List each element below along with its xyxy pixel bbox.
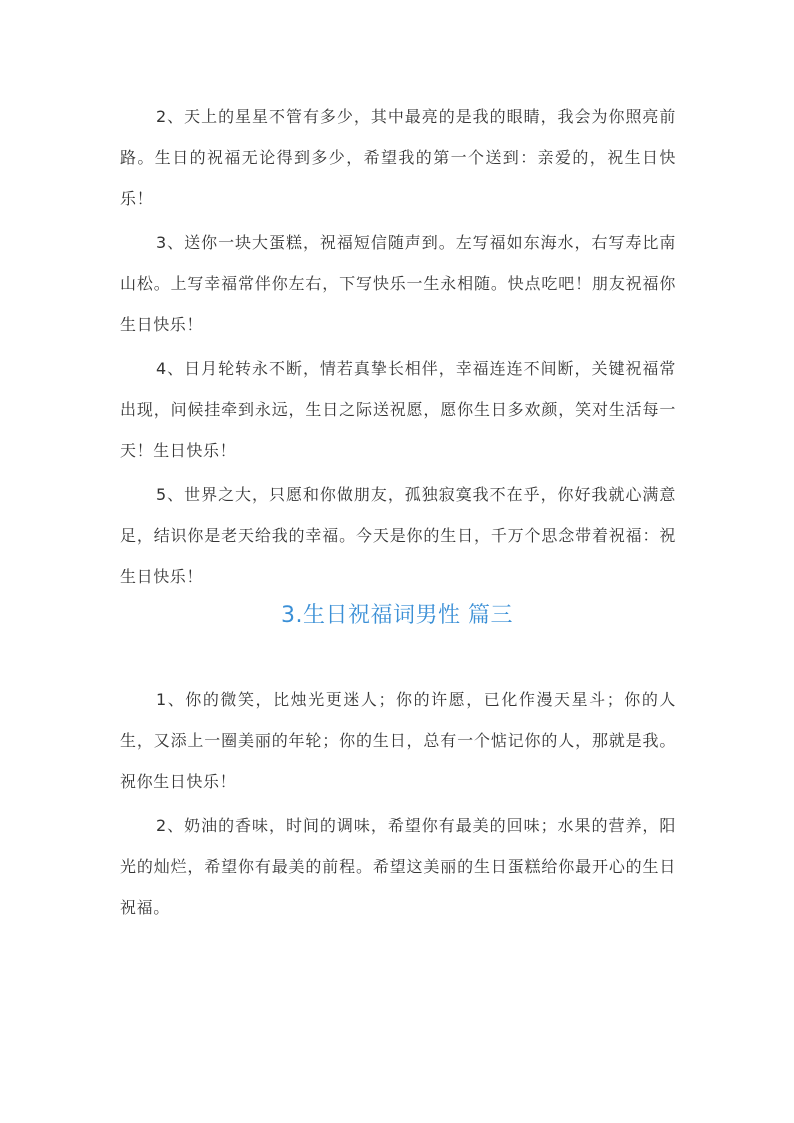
- paragraph-section3-wish-2: 2、奶油的香味，时间的调味，希望你有最美的回味；水果的营养，阳光的灿烂，希望你有最美的前程。希望这美丽的生日蛋糕给你最开心的生日祝福。: [120, 816, 676, 917]
- paragraph-section3-wish-1: 1、你的微笑，比烛光更迷人；你的许愿，已化作漫天星斗；你的人生，又添上一圈美丽的年轮；你的生日，总有一个惦记你的人，那就是我。祝你生日快乐！: [120, 690, 676, 791]
- paragraph-wish-5: 5、世界之大，只愿和你做朋友，孤独寂寞我不在乎，你好我就心满意足，结识你是老天给我的幸福。今天是你的生日，千万个思念带着祝福：祝生日快乐！: [120, 485, 676, 586]
- section-title: 3.生日祝福词男性 篇三: [281, 603, 513, 628]
- paragraph-wish-2: 2、天上的星星不管有多少，其中最亮的是我的眼睛，我会为你照亮前路。生日的祝福无论得到多少，希望我的第一个送到：亲爱的，祝生日快乐！: [120, 107, 676, 208]
- paragraph-wish-4: 4、日月轮转永不断，情若真挚长相伴，幸福连连不间断，关键祝福常出现，问候挂牵到永远，生日之际送祝愿，愿你生日多欢颜，笑对生活每一天！生日快乐！: [120, 359, 676, 460]
- paragraph-wish-3: 3、送你一块大蛋糕，祝福短信随声到。左写福如东海水，右写寿比南山松。上写幸福常伴你左右，下写快乐一生永相随。快点吃吧！朋友祝福你生日快乐！: [120, 233, 676, 334]
